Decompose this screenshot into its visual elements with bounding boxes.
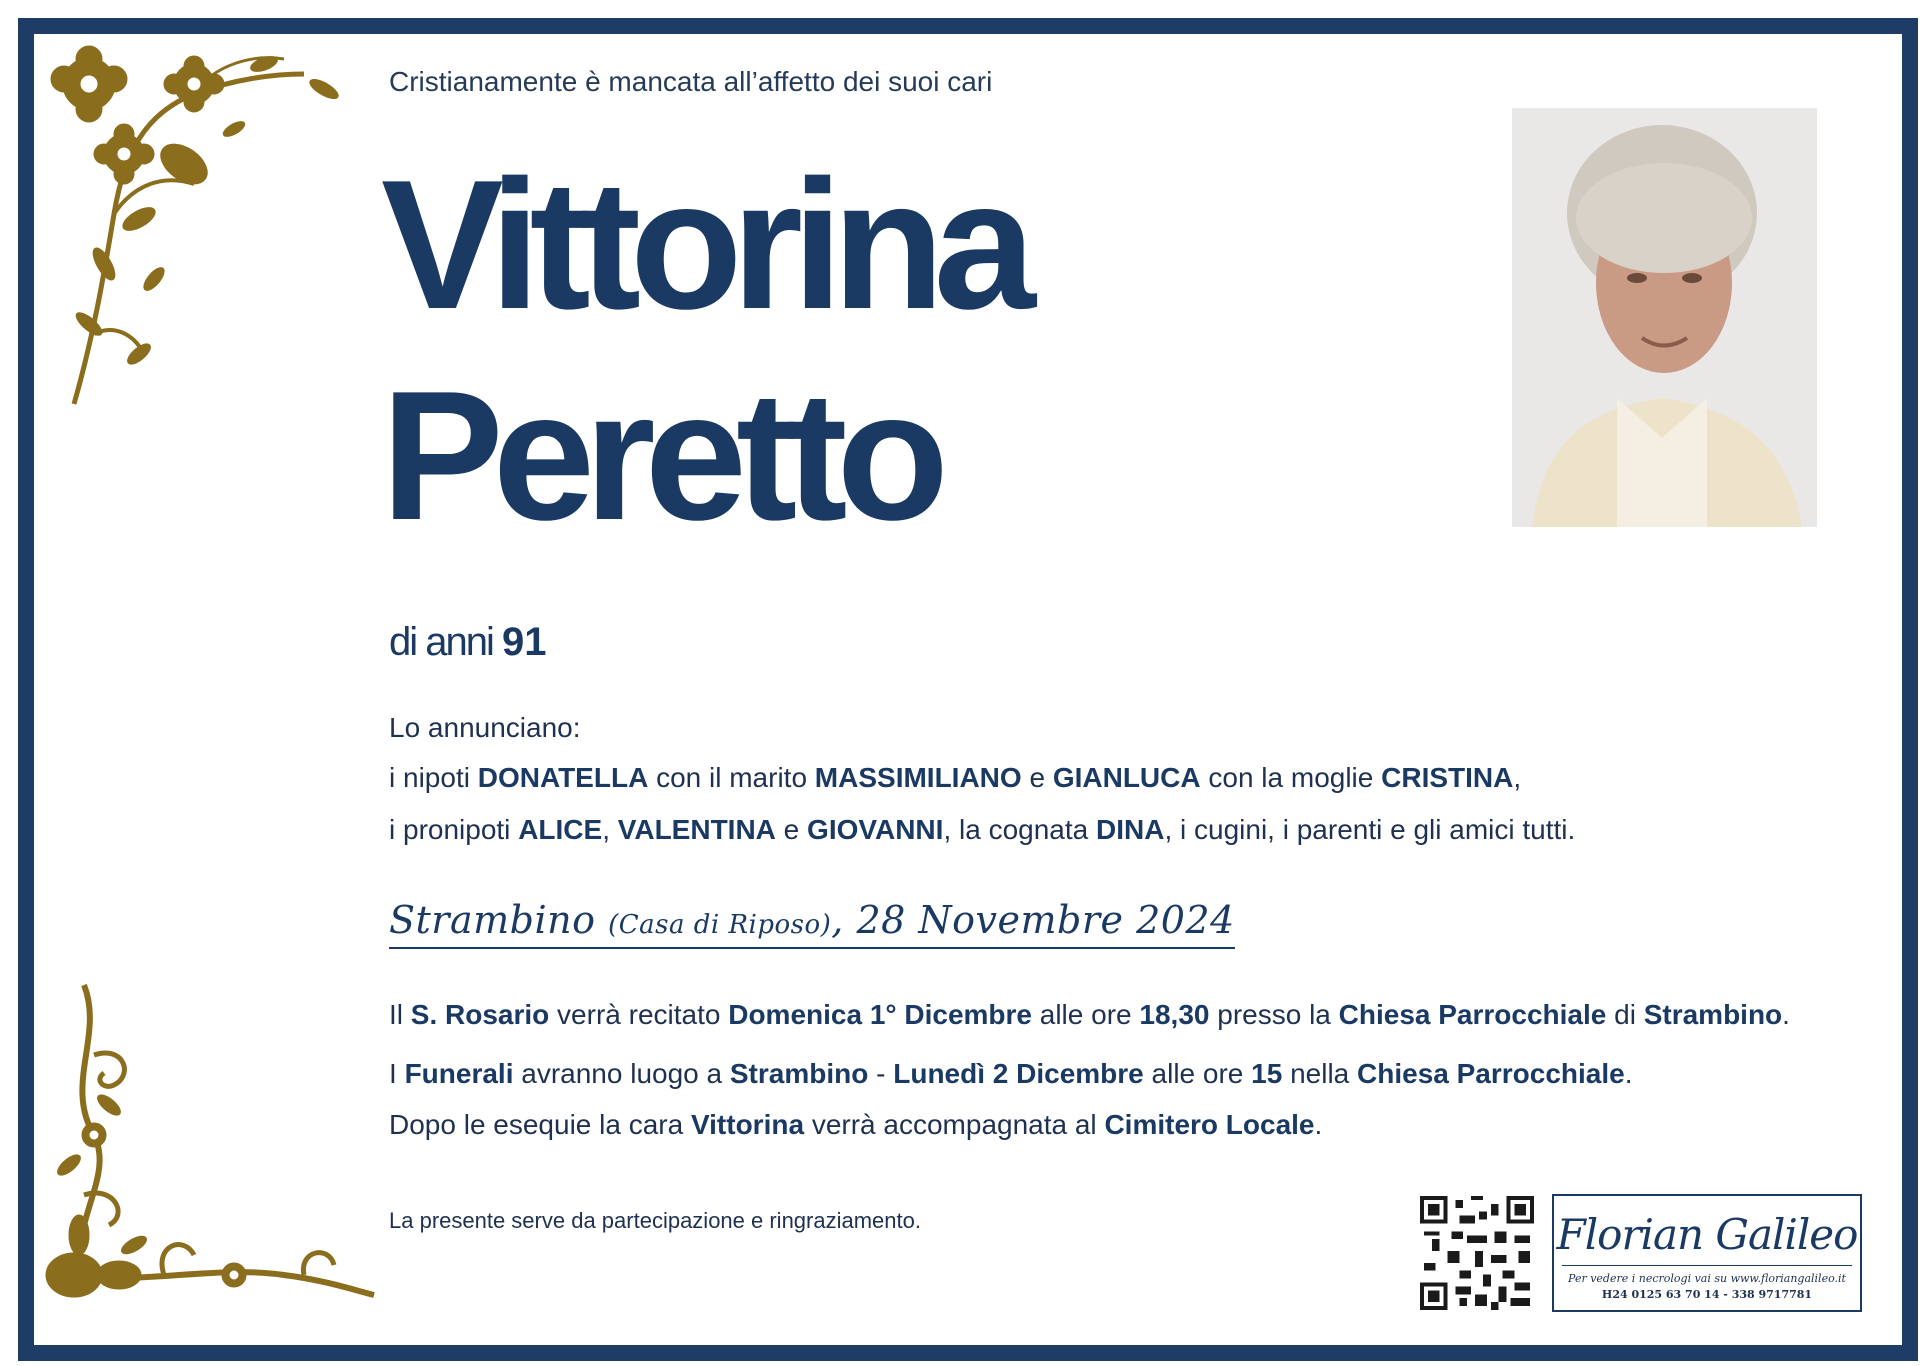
text-span: .	[1624, 1058, 1633, 1089]
text-span: Il	[389, 999, 411, 1030]
deceased-first-name: Vittorina	[381, 141, 1025, 347]
text-span: , la cognata	[943, 814, 1096, 845]
text-span: alle ore	[1143, 1058, 1252, 1089]
bold-span: Vittorina	[690, 1109, 805, 1140]
deceased-last-name: Peretto	[381, 352, 938, 558]
text-span: presso la	[1209, 999, 1339, 1030]
text-span: Dopo le esequie la cara	[389, 1109, 691, 1140]
bold-span: Chiesa Parrocchiale	[1357, 1058, 1625, 1089]
text-span: .	[1782, 999, 1790, 1030]
relative-name: GIANLUCA	[1052, 762, 1201, 793]
date: , 28 Novembre 2024	[831, 898, 1235, 942]
bold-span: Funerali	[404, 1058, 514, 1089]
relative-name: VALENTINA	[617, 814, 776, 845]
text-span: e	[775, 814, 808, 845]
closing-text: La presente serve da partecipazione e ringraziamento.	[389, 1208, 921, 1233]
text-span: con la moglie	[1200, 762, 1382, 793]
funeral-home-name: Florian Galileo	[1556, 1210, 1858, 1259]
relative-name: ALICE	[518, 814, 603, 845]
bold-span: Domenica 1° Dicembre	[728, 999, 1032, 1030]
floral-ornament-top-left-icon	[34, 34, 374, 414]
phone-numbers: H24 0125 63 70 14 - 338 9717781	[1601, 1288, 1813, 1301]
text-span: con il marito	[648, 762, 815, 793]
text-span: ,	[1513, 762, 1522, 793]
relative-name: DINA	[1096, 814, 1165, 845]
announcement-relatives-line-1	[389, 762, 1521, 794]
relative-name: GIOVANNI	[807, 814, 944, 845]
relative-name: MASSIMILIANO	[814, 762, 1022, 793]
text-span: i pronipoti	[389, 814, 519, 845]
text-span: di	[1606, 999, 1644, 1030]
text-span: alle ore	[1031, 999, 1140, 1030]
text-span: e	[1021, 762, 1053, 793]
rosary-line	[389, 999, 1790, 1031]
age-line	[389, 620, 547, 665]
relative-name: DONATELLA	[477, 762, 649, 793]
funeral-home-box[interactable]	[1552, 1194, 1862, 1312]
text-span: verrà recitato	[549, 999, 729, 1030]
intro-text: Cristianamente è mancata all’affetto dei suoi cari	[389, 66, 993, 97]
divider	[1562, 1265, 1852, 1266]
announcement-heading: Lo annunciano:	[389, 712, 581, 743]
bold-span: Strambino	[729, 1058, 869, 1089]
burial-line	[389, 1109, 1322, 1141]
text-span: , i cugini, i parenti e gli amici tutti.	[1164, 814, 1576, 845]
relative-name: CRISTINA	[1381, 762, 1514, 793]
text-span: ,	[602, 814, 618, 845]
text-span: I	[389, 1058, 405, 1089]
bold-span: Cimitero Locale	[1104, 1109, 1315, 1140]
portrait-photo	[1512, 108, 1817, 527]
announcement-relatives-line-2	[389, 814, 1575, 846]
scroll-ornament-bottom-left-icon	[34, 975, 384, 1315]
text-span: verrà accompagnata al	[804, 1109, 1105, 1140]
age-prefix: di anni	[389, 620, 493, 664]
text-span: .	[1314, 1109, 1323, 1140]
text-span: -	[868, 1058, 894, 1089]
place-detail: (Casa di Riposo)	[608, 910, 832, 940]
place-and-date	[389, 898, 1235, 949]
funeral-line	[389, 1058, 1633, 1090]
bold-span: S. Rosario	[410, 999, 550, 1030]
bold-span: Strambino	[1643, 999, 1783, 1030]
bold-span: 15	[1251, 1058, 1283, 1089]
text-span: i nipoti	[389, 762, 478, 793]
town: Strambino	[389, 898, 596, 942]
text-span: nella	[1282, 1058, 1358, 1089]
bold-span: 18,30	[1139, 999, 1210, 1030]
website-note: Per vedere i necrologi vai su www.floriangalileo.it	[1568, 1272, 1846, 1285]
bold-span: Chiesa Parrocchiale	[1338, 999, 1607, 1030]
text-span: avranno luogo a	[513, 1058, 730, 1089]
bold-span: Lunedì 2 Dicembre	[893, 1058, 1144, 1089]
qr-code-icon[interactable]	[1420, 1196, 1534, 1310]
age-value: 91	[502, 620, 547, 664]
